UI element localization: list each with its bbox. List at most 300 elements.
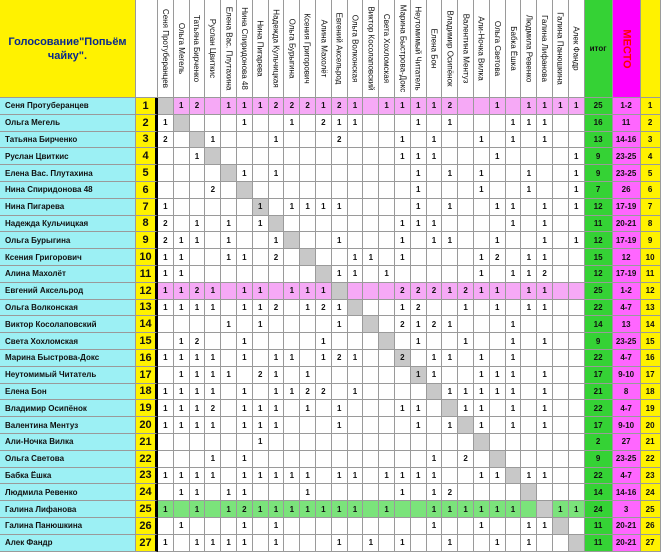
vote-cell: 1 bbox=[379, 266, 395, 283]
voter-header bbox=[190, 0, 206, 98]
vote-cell bbox=[221, 148, 237, 165]
vote-cell: 1 bbox=[158, 283, 174, 300]
vote-cell bbox=[395, 333, 411, 350]
vote-cell: 1 bbox=[411, 199, 427, 216]
vote-cell bbox=[553, 266, 569, 283]
vote-cell bbox=[237, 434, 253, 451]
vote-cell bbox=[158, 333, 174, 350]
vote-cell: 2 bbox=[395, 350, 411, 367]
vote-cell: 1 bbox=[174, 98, 190, 115]
vote-cell bbox=[379, 434, 395, 451]
vote-cell: 1 bbox=[253, 216, 269, 233]
vote-cell bbox=[521, 350, 537, 367]
vote-cell: 1 bbox=[174, 333, 190, 350]
vote-cell: 1 bbox=[458, 400, 474, 417]
vote-cell: 1 bbox=[537, 384, 553, 401]
vote-cell bbox=[190, 132, 206, 149]
vote-cell bbox=[158, 434, 174, 451]
vote-cell: 1 bbox=[269, 535, 285, 552]
vote-cell bbox=[284, 535, 300, 552]
vote-cell bbox=[427, 165, 443, 182]
vote-cell bbox=[490, 182, 506, 199]
vote-cell bbox=[411, 434, 427, 451]
total-cell: 9 bbox=[585, 333, 613, 350]
place-cell: 11 bbox=[613, 115, 641, 132]
vote-cell bbox=[363, 468, 379, 485]
vote-cell bbox=[553, 182, 569, 199]
vote-cell bbox=[506, 232, 522, 249]
mesto-header-label: МЕСТО bbox=[620, 28, 633, 69]
voter-header-label: Елена Бон bbox=[429, 28, 439, 69]
vote-cell: 1 bbox=[190, 468, 206, 485]
vote-cell bbox=[411, 384, 427, 401]
vote-cell bbox=[221, 132, 237, 149]
voter-header bbox=[506, 0, 522, 98]
vote-cell bbox=[474, 216, 490, 233]
vote-cell: 1 bbox=[395, 535, 411, 552]
vote-cell bbox=[506, 165, 522, 182]
vote-cell bbox=[284, 182, 300, 199]
vote-cell bbox=[553, 367, 569, 384]
row-name: Ольга Волконская bbox=[0, 300, 136, 317]
vote-cell bbox=[458, 484, 474, 501]
vote-cell bbox=[174, 182, 190, 199]
vote-cell: 2 bbox=[490, 249, 506, 266]
vote-cell bbox=[379, 232, 395, 249]
vote-cell bbox=[253, 132, 269, 149]
vote-cell bbox=[348, 316, 364, 333]
vote-cell: 1 bbox=[205, 300, 221, 317]
vote-cell: 1 bbox=[427, 232, 443, 249]
vote-cell: 1 bbox=[237, 518, 253, 535]
vote-cell bbox=[506, 249, 522, 266]
vote-cell bbox=[174, 148, 190, 165]
vote-cell bbox=[442, 367, 458, 384]
vote-cell: 1 bbox=[269, 384, 285, 401]
vote-cell bbox=[316, 468, 332, 485]
vote-cell bbox=[300, 216, 316, 233]
vote-cell bbox=[221, 165, 237, 182]
vote-cell: 1 bbox=[190, 216, 206, 233]
vote-cell: 2 bbox=[411, 283, 427, 300]
vote-cell: 1 bbox=[442, 283, 458, 300]
vote-cell bbox=[474, 535, 490, 552]
vote-cell bbox=[174, 316, 190, 333]
voter-header-label: Людмила Ревенко bbox=[524, 14, 534, 83]
vote-cell bbox=[427, 300, 443, 317]
vote-cell: 1 bbox=[237, 451, 253, 468]
vote-cell: 1 bbox=[300, 400, 316, 417]
vote-cell bbox=[190, 451, 206, 468]
voter-header bbox=[427, 0, 443, 98]
vote-cell bbox=[348, 518, 364, 535]
vote-cell bbox=[442, 434, 458, 451]
total-cell: 11 bbox=[585, 518, 613, 535]
vote-cell bbox=[521, 417, 537, 434]
row-name: Алек Фандр bbox=[0, 535, 136, 552]
total-cell: 12 bbox=[585, 199, 613, 216]
vote-cell: 1 bbox=[442, 384, 458, 401]
vote-cell bbox=[348, 148, 364, 165]
voter-header-label: Марина Быстрова-Докс bbox=[397, 4, 407, 93]
vote-cell bbox=[284, 333, 300, 350]
vote-cell bbox=[363, 316, 379, 333]
vote-cell: 2 bbox=[458, 283, 474, 300]
vote-cell: 1 bbox=[190, 484, 206, 501]
vote-cell bbox=[300, 165, 316, 182]
vote-cell bbox=[269, 266, 285, 283]
vote-cell bbox=[474, 300, 490, 317]
vote-cell: 2 bbox=[253, 367, 269, 384]
vote-cell: 1 bbox=[395, 468, 411, 485]
vote-cell bbox=[269, 316, 285, 333]
vote-cell bbox=[395, 199, 411, 216]
vote-cell bbox=[458, 468, 474, 485]
vote-cell: 1 bbox=[332, 115, 348, 132]
vote-cell: 2 bbox=[316, 115, 332, 132]
row-number: 11 bbox=[136, 266, 158, 283]
vote-cell: 1 bbox=[237, 98, 253, 115]
vote-cell bbox=[521, 384, 537, 401]
vote-cell bbox=[553, 249, 569, 266]
vote-cell bbox=[411, 484, 427, 501]
vote-cell bbox=[300, 232, 316, 249]
vote-cell bbox=[411, 518, 427, 535]
vote-cell bbox=[158, 367, 174, 384]
vote-cell bbox=[458, 434, 474, 451]
vote-cell bbox=[332, 165, 348, 182]
voter-header bbox=[348, 0, 364, 98]
vote-cell: 1 bbox=[442, 501, 458, 518]
vote-cell bbox=[537, 165, 553, 182]
vote-cell bbox=[569, 451, 585, 468]
vote-cell bbox=[442, 148, 458, 165]
vote-cell bbox=[332, 182, 348, 199]
final-cell: 20 bbox=[641, 417, 661, 434]
vote-cell bbox=[237, 367, 253, 384]
vote-cell: 1 bbox=[395, 216, 411, 233]
vote-cell: 1 bbox=[442, 165, 458, 182]
vote-cell bbox=[363, 132, 379, 149]
vote-cell: 1 bbox=[379, 468, 395, 485]
vote-cell bbox=[174, 216, 190, 233]
row-number: 23 bbox=[136, 468, 158, 485]
final-cell: 2 bbox=[641, 115, 661, 132]
place-cell: 27 bbox=[613, 434, 641, 451]
vote-cell: 1 bbox=[537, 400, 553, 417]
vote-cell: 1 bbox=[269, 468, 285, 485]
vote-cell bbox=[300, 535, 316, 552]
final-cell: 15 bbox=[641, 333, 661, 350]
vote-cell: 1 bbox=[506, 384, 522, 401]
row-name: Алина Махолёт bbox=[0, 266, 136, 283]
final-header bbox=[641, 0, 661, 98]
vote-cell bbox=[537, 148, 553, 165]
vote-cell: 1 bbox=[158, 384, 174, 401]
vote-cell: 1 bbox=[521, 300, 537, 317]
vote-cell: 1 bbox=[411, 148, 427, 165]
total-cell: 11 bbox=[585, 535, 613, 552]
vote-cell: 1 bbox=[490, 384, 506, 401]
vote-cell: 1 bbox=[158, 468, 174, 485]
vote-cell bbox=[363, 367, 379, 384]
vote-cell: 1 bbox=[332, 300, 348, 317]
voter-header-label: Галина Лифанова bbox=[540, 15, 550, 82]
row-name: Марина Быстрова-Докс bbox=[0, 350, 136, 367]
vote-cell bbox=[363, 148, 379, 165]
vote-cell bbox=[553, 434, 569, 451]
voter-header-label: Бабка Ёшка bbox=[508, 26, 518, 71]
vote-cell bbox=[348, 165, 364, 182]
vote-cell: 1 bbox=[174, 283, 190, 300]
vote-cell bbox=[395, 501, 411, 518]
row-number: 9 bbox=[136, 232, 158, 249]
vote-cell bbox=[237, 182, 253, 199]
vote-cell: 1 bbox=[205, 132, 221, 149]
vote-cell: 1 bbox=[316, 199, 332, 216]
row-name: Валентина Ментуз bbox=[0, 417, 136, 434]
vote-cell bbox=[237, 316, 253, 333]
vote-cell: 1 bbox=[332, 266, 348, 283]
vote-cell bbox=[569, 484, 585, 501]
voter-header bbox=[300, 0, 316, 98]
vote-cell: 1 bbox=[253, 283, 269, 300]
vote-cell bbox=[506, 451, 522, 468]
vote-cell: 1 bbox=[442, 232, 458, 249]
vote-cell: 1 bbox=[411, 316, 427, 333]
vote-cell: 1 bbox=[348, 249, 364, 266]
vote-cell bbox=[363, 417, 379, 434]
vote-cell bbox=[205, 434, 221, 451]
vote-cell bbox=[205, 249, 221, 266]
vote-cell bbox=[300, 182, 316, 199]
vote-cell bbox=[253, 384, 269, 401]
vote-cell bbox=[348, 333, 364, 350]
vote-cell bbox=[158, 484, 174, 501]
vote-cell bbox=[363, 518, 379, 535]
vote-cell bbox=[158, 451, 174, 468]
vote-cell bbox=[316, 216, 332, 233]
voter-header bbox=[458, 0, 474, 98]
vote-cell bbox=[569, 115, 585, 132]
vote-cell: 1 bbox=[237, 384, 253, 401]
vote-cell: 2 bbox=[442, 98, 458, 115]
vote-cell: 1 bbox=[521, 98, 537, 115]
total-cell: 15 bbox=[585, 249, 613, 266]
vote-cell bbox=[158, 316, 174, 333]
vote-cell bbox=[458, 216, 474, 233]
vote-cell: 1 bbox=[269, 232, 285, 249]
vote-cell bbox=[490, 484, 506, 501]
total-cell: 17 bbox=[585, 417, 613, 434]
vote-cell bbox=[221, 451, 237, 468]
vote-cell bbox=[205, 501, 221, 518]
vote-cell bbox=[442, 132, 458, 149]
place-cell: 4-7 bbox=[613, 350, 641, 367]
vote-cell bbox=[253, 333, 269, 350]
vote-cell bbox=[284, 484, 300, 501]
vote-cell bbox=[490, 115, 506, 132]
vote-cell: 1 bbox=[253, 400, 269, 417]
vote-cell: 1 bbox=[237, 484, 253, 501]
row-name: Бабка Ёшка bbox=[0, 468, 136, 485]
vote-cell: 1 bbox=[300, 501, 316, 518]
vote-cell bbox=[190, 266, 206, 283]
vote-cell bbox=[269, 199, 285, 216]
vote-cell: 1 bbox=[269, 350, 285, 367]
vote-cell bbox=[205, 518, 221, 535]
final-cell: 19 bbox=[641, 400, 661, 417]
vote-cell: 1 bbox=[490, 501, 506, 518]
vote-cell: 1 bbox=[316, 98, 332, 115]
voter-header-label: Елена Вас. Плутахина bbox=[224, 6, 234, 91]
total-cell: 24 bbox=[585, 501, 613, 518]
vote-cell bbox=[379, 283, 395, 300]
voter-header-label: Евгений Аксельрод bbox=[334, 12, 344, 85]
vote-cell bbox=[253, 115, 269, 132]
voter-header-label: Алек Фандр bbox=[571, 26, 581, 71]
row-number: 8 bbox=[136, 216, 158, 233]
vote-cell bbox=[237, 148, 253, 165]
vote-cell bbox=[379, 535, 395, 552]
vote-cell: 1 bbox=[521, 535, 537, 552]
vote-cell: 1 bbox=[411, 165, 427, 182]
vote-cell bbox=[553, 232, 569, 249]
vote-cell bbox=[553, 300, 569, 317]
row-name: Ольга Бурыгина bbox=[0, 232, 136, 249]
vote-cell: 1 bbox=[174, 232, 190, 249]
vote-cell: 1 bbox=[253, 417, 269, 434]
vote-cell bbox=[379, 249, 395, 266]
vote-cell bbox=[553, 384, 569, 401]
vote-cell bbox=[332, 367, 348, 384]
vote-cell: 1 bbox=[569, 148, 585, 165]
vote-cell bbox=[363, 484, 379, 501]
vote-cell: 1 bbox=[174, 384, 190, 401]
vote-cell bbox=[474, 316, 490, 333]
vote-cell bbox=[411, 451, 427, 468]
vote-cell bbox=[521, 400, 537, 417]
vote-cell bbox=[506, 468, 522, 485]
row-number: 25 bbox=[136, 501, 158, 518]
vote-cell: 1 bbox=[348, 468, 364, 485]
vote-cell bbox=[284, 216, 300, 233]
row-name: Ольга Светова bbox=[0, 451, 136, 468]
vote-cell: 1 bbox=[537, 249, 553, 266]
vote-cell: 1 bbox=[332, 468, 348, 485]
voter-header bbox=[379, 0, 395, 98]
row-number: 4 bbox=[136, 148, 158, 165]
vote-cell bbox=[395, 182, 411, 199]
vote-cell bbox=[427, 535, 443, 552]
voter-header-label: Ольга Светова bbox=[492, 20, 502, 77]
vote-cell bbox=[348, 283, 364, 300]
vote-cell: 1 bbox=[174, 484, 190, 501]
row-number: 19 bbox=[136, 400, 158, 417]
voter-header bbox=[332, 0, 348, 98]
row-number: 22 bbox=[136, 451, 158, 468]
vote-cell bbox=[553, 132, 569, 149]
vote-cell: 1 bbox=[237, 300, 253, 317]
vote-cell: 2 bbox=[411, 300, 427, 317]
vote-cell bbox=[442, 182, 458, 199]
vote-cell bbox=[316, 417, 332, 434]
vote-cell bbox=[348, 535, 364, 552]
vote-cell bbox=[174, 199, 190, 216]
vote-cell bbox=[379, 400, 395, 417]
vote-cell bbox=[316, 400, 332, 417]
voter-header-label: Владимир Осипёнок bbox=[445, 10, 455, 87]
vote-cell: 1 bbox=[427, 518, 443, 535]
row-number: 12 bbox=[136, 283, 158, 300]
vote-cell bbox=[553, 115, 569, 132]
vote-cell: 1 bbox=[474, 518, 490, 535]
vote-cell bbox=[458, 165, 474, 182]
vote-cell bbox=[190, 316, 206, 333]
vote-cell bbox=[300, 316, 316, 333]
vote-cell: 1 bbox=[458, 333, 474, 350]
vote-cell bbox=[490, 132, 506, 149]
voter-header-label: Ольга Бурыгина bbox=[287, 18, 297, 79]
vote-cell bbox=[269, 182, 285, 199]
vote-cell bbox=[300, 115, 316, 132]
vote-cell bbox=[442, 216, 458, 233]
row-number: 18 bbox=[136, 384, 158, 401]
vote-cell: 1 bbox=[237, 115, 253, 132]
row-number: 5 bbox=[136, 165, 158, 182]
vote-cell bbox=[474, 148, 490, 165]
vote-cell bbox=[537, 484, 553, 501]
row-number: 17 bbox=[136, 367, 158, 384]
voter-header bbox=[253, 0, 269, 98]
vote-cell bbox=[205, 216, 221, 233]
row-number: 27 bbox=[136, 535, 158, 552]
vote-cell: 1 bbox=[427, 132, 443, 149]
vote-cell bbox=[569, 384, 585, 401]
vote-cell bbox=[363, 434, 379, 451]
vote-cell: 2 bbox=[237, 501, 253, 518]
vote-cell bbox=[395, 367, 411, 384]
row-name: Елена Вас. Плутахина bbox=[0, 165, 136, 182]
vote-cell bbox=[379, 350, 395, 367]
voter-header-label: Алина Махолёт bbox=[318, 19, 328, 78]
vote-cell bbox=[553, 518, 569, 535]
vote-cell bbox=[348, 417, 364, 434]
vote-cell: 1 bbox=[174, 249, 190, 266]
vote-cell: 2 bbox=[458, 451, 474, 468]
vote-cell bbox=[269, 333, 285, 350]
vote-cell bbox=[205, 199, 221, 216]
vote-cell: 1 bbox=[521, 468, 537, 485]
vote-cell: 1 bbox=[300, 367, 316, 384]
vote-cell bbox=[553, 484, 569, 501]
vote-cell bbox=[316, 316, 332, 333]
vote-cell: 1 bbox=[348, 115, 364, 132]
vote-cell: 1 bbox=[490, 199, 506, 216]
place-cell: 14-16 bbox=[613, 484, 641, 501]
vote-cell bbox=[490, 451, 506, 468]
vote-cell bbox=[190, 518, 206, 535]
vote-cell: 1 bbox=[474, 249, 490, 266]
vote-cell: 1 bbox=[205, 451, 221, 468]
vote-cell: 1 bbox=[537, 132, 553, 149]
row-name: Нина Пигарева bbox=[0, 199, 136, 216]
vote-cell: 1 bbox=[269, 165, 285, 182]
final-cell: 12 bbox=[641, 283, 661, 300]
vote-cell: 1 bbox=[237, 333, 253, 350]
vote-cell: 1 bbox=[411, 417, 427, 434]
vote-cell: 1 bbox=[253, 300, 269, 317]
